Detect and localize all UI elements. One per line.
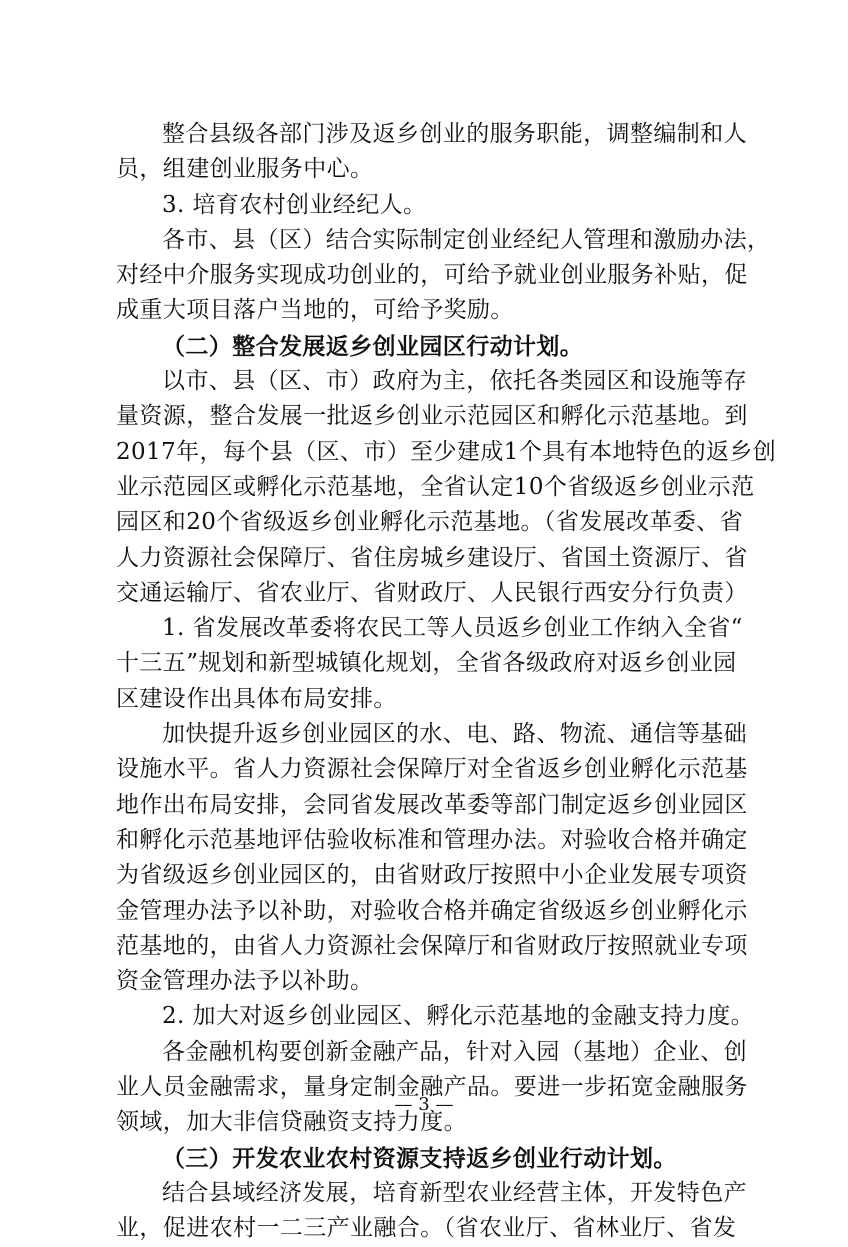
text-line: 2017年，每个县（区、市）至少建成1个具有本地特色的返乡创 [116, 438, 777, 465]
text-line: 成重大项目落户当地的，可给予奖励。 [116, 297, 514, 324]
section-heading: （二）整合发展返乡创业园区行动计划。 [162, 332, 584, 360]
text-line: 园区和20个省级返乡创业孵化示范基地。（省发展改革委、省 [116, 509, 743, 536]
text-line: 对经中介服务实现成功创业的，可给予就业创业服务补贴，促 [116, 262, 748, 289]
text-line: 和孵化示范基地评估验收标准和管理办法。对验收合格并确定 [116, 826, 748, 853]
text-line: 区建设作出具体布局安排。 [116, 685, 397, 712]
text-line: 各金融机构要创新金融产品，针对入园（基地）企业、创 [162, 1038, 747, 1065]
page-number: — 3 — [394, 1094, 454, 1115]
text-line: 1. 省发展改革委将农民工等人员返乡创业工作纳入全省“ [162, 615, 743, 642]
text-line: 十三五”规划和新型城镇化规划，全省各级政府对返乡创业园 [116, 650, 737, 677]
text-line: 员，组建创业服务中心。 [116, 156, 374, 183]
text-line: 领域，加大非信贷融资支持力度。 [116, 1109, 467, 1136]
text-line: 资金管理办法予以补助。 [116, 968, 374, 995]
section-heading: （三）开发农业农村资源支持返乡创业行动计划。 [162, 1144, 677, 1172]
text-line: 3. 培育农村创业经纪人。 [162, 191, 427, 218]
text-line: 交通运输厅、省农业厅、省财政厅、人民银行西安分行负责） [116, 579, 748, 606]
text-line: 范基地的，由省人力资源社会保障厅和省财政厅按照就业专项 [116, 932, 748, 959]
text-line: 以市、县（区、市）政府为主，依托各类园区和设施等存 [162, 368, 747, 395]
text-line: 结合县域经济发展，培育新型农业经营主体，开发特色产 [162, 1179, 747, 1206]
text-line: 整合县级各部门涉及返乡创业的服务职能，调整编制和人 [162, 121, 747, 147]
text-line: 各市、县（区）结合实际制定创业经纪人管理和激励办法， [162, 226, 771, 253]
text-line: 业示范园区或孵化示范基地，全省认定10个省级返乡创业示范 [116, 473, 755, 500]
text-line: 金管理办法予以补助，对验收合格并确定省级返乡创业孵化示 [116, 897, 748, 924]
text-line: 业，促进农村一二三产业融合。（省农业厅、省林业厅、省发 [116, 1215, 737, 1242]
text-line: 地作出布局安排，会同省发展改革委等部门制定返乡创业园区 [116, 791, 748, 818]
text-line: 业人员金融需求，量身定制金融产品。要进一步拓宽金融服务 [116, 1074, 748, 1101]
body-text [116, 117, 777, 1247]
text-line: 2. 加大对返乡创业园区、孵化示范基地的金融支持力度。 [162, 1003, 755, 1030]
text-line: 人力资源社会保障厅、省住房城乡建设厅、省国土资源厅、省 [116, 544, 748, 571]
text-line: 设施水平。省人力资源社会保障厅对全省返乡创业孵化示范基 [116, 756, 748, 783]
text-line: 量资源，整合发展一批返乡创业示范园区和孵化示范基地。到 [116, 403, 748, 430]
text-line: 加快提升返乡创业园区的水、电、路、物流、通信等基础 [162, 721, 747, 748]
text-line: 为省级返乡创业园区的，由省财政厅按照中小企业发展专项资 [116, 862, 748, 889]
